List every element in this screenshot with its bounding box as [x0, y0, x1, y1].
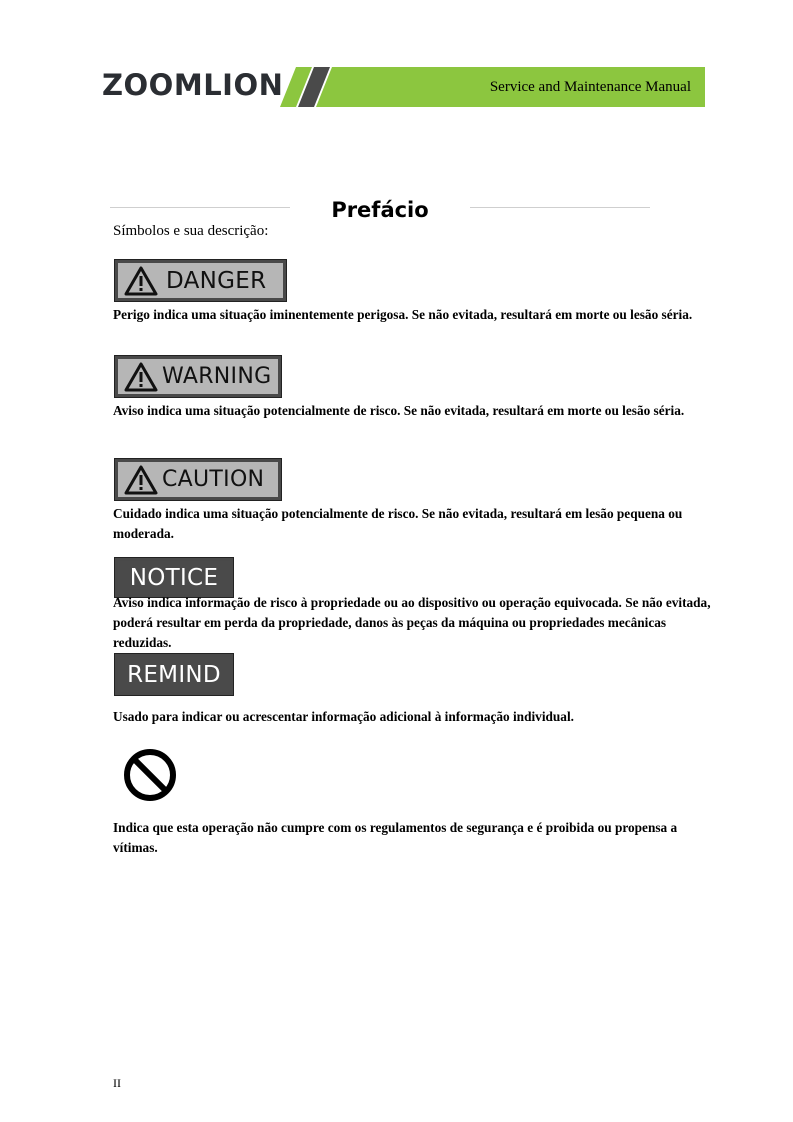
- page-header: [100, 67, 705, 107]
- danger-description: Perigo indica uma situação iminentemente perigosa. Se não evitada, resultará em morte ou lesão séria.: [113, 307, 693, 322]
- warning-label: WARNING: [162, 363, 272, 389]
- prohibition-icon: [120, 747, 180, 803]
- warning-description: Aviso indica uma situação potencialmente de risco. Se não evitada, resultará em morte ou lesão séria.: [113, 403, 685, 418]
- prohibition-description: Indica que esta operação não cumpre com os regulamentos de segurança e é proibida ou propensa a vítimas.: [113, 820, 678, 855]
- notice-description: Aviso indica informação de risco à propriedade ou ao dispositivo ou operação equivocada. Se não evitada, poderá resultar em perda da propriedade, danos às peças da máquina ou propriedades mecânicas reduzidas.: [113, 595, 711, 650]
- page-title: Prefácio: [331, 198, 429, 222]
- remind-label: REMIND: [127, 661, 221, 688]
- warning-triangle-icon: [124, 266, 158, 296]
- header-title: Service and Maintenance Manual: [489, 79, 691, 95]
- notice-label: NOTICE: [129, 564, 219, 591]
- zoomlion-logo: ZOOMLION: [102, 68, 284, 102]
- page-subtitle: Símbolos e sua descrição:: [113, 223, 269, 239]
- warning-badge: [114, 355, 282, 398]
- remind-badge: [114, 653, 234, 696]
- warning-triangle-icon: [124, 362, 158, 392]
- caution-badge: [114, 458, 282, 501]
- warning-triangle-icon: [124, 465, 158, 495]
- remind-description: Usado para indicar ou acrescentar informação adicional à informação individual.: [113, 709, 574, 724]
- danger-badge: [114, 259, 287, 302]
- danger-label: DANGER: [166, 267, 267, 294]
- page-number: II: [113, 1076, 121, 1090]
- caution-description: Cuidado indica uma situação potencialmente de risco. Se não evitada, resultará em lesão pequena ou moderada.: [113, 506, 683, 541]
- notice-badge: [114, 557, 234, 598]
- caution-label: CAUTION: [162, 466, 265, 492]
